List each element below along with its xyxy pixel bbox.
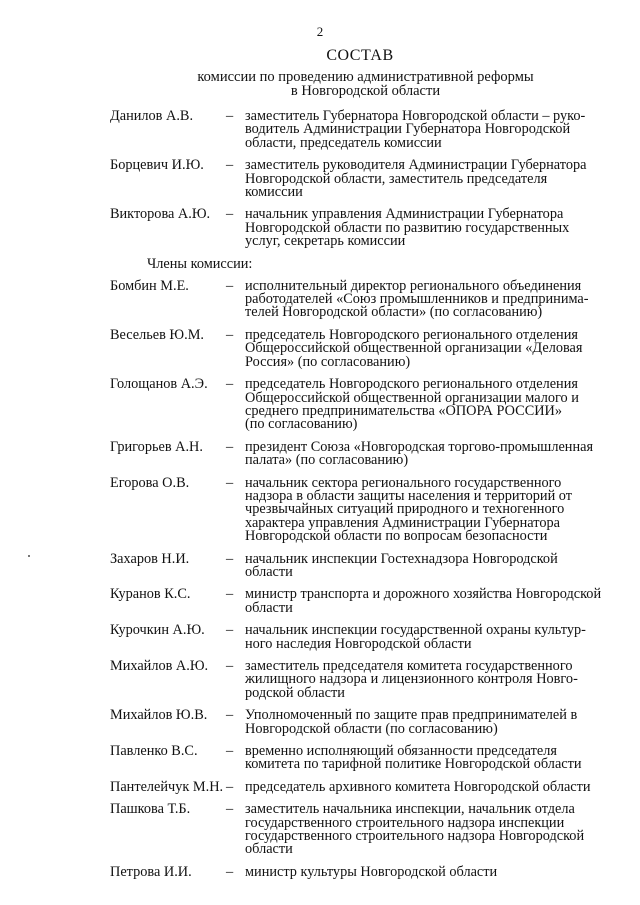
position-line: председатель архивного комитета Новгородской области [245,778,591,795]
member-name: Викторова А.Ю. [110,206,211,223]
position-line: среднего предпринимательства «ОПОРА РОССИИ» [245,402,563,419]
member-position [245,438,615,469]
document-subtitle [183,70,548,98]
position-line: надзора в области защиты населения и территорий от [245,487,572,504]
position-line: президент Союза «Новгородская торгово-промышленная [245,438,594,455]
dash-separator: – [226,326,234,343]
dash-separator: – [226,801,234,818]
position-line: области [245,841,293,858]
member-position [245,277,615,321]
position-line: комиссии [245,184,303,201]
position-line: государственного строительного надзора инспекции [245,814,565,831]
position-line: временно исполняющий обязанности председателя [245,743,557,760]
position-line: Общероссийской общественной организации малого и [245,389,579,406]
position-line: Уполномоченный по защите прав предпринимателей в [245,707,578,724]
member-name: Захаров Н.И. [110,550,190,567]
document-title: СОСТАВ [326,47,394,64]
commission-entry [110,110,615,150]
position-line: начальник сектора регионального государственного [245,474,562,491]
dash-separator: – [226,743,234,760]
member-name: Весельев Ю.М. [110,326,204,343]
commission-list [110,110,615,888]
member-name: Голощанов А.Э. [110,376,208,393]
commission-entry [110,660,615,700]
member-name: Григорьев А.Н. [110,438,203,455]
commission-entry [110,208,615,248]
position-line: начальник инспекции Гостехнадзора Новгородской [245,550,558,567]
dash-separator: – [226,778,234,795]
member-name: Бомбин М.Е. [110,277,189,294]
position-line: государственного строительного надзора Новгородской [245,828,585,845]
position-line: заместитель руководителя Администрации Губернатора [245,157,587,174]
dash-separator: – [226,206,234,223]
scan-speck [28,555,30,557]
dash-separator: – [226,474,234,491]
dash-separator: – [226,157,234,174]
position-line: (по согласованию) [245,416,358,433]
member-position [245,660,615,700]
position-line: области [245,599,293,616]
commission-entry [110,624,615,651]
member-name: Куранов К.С. [110,586,191,603]
subtitle-line: комиссии по проведению административной реформы [197,69,534,85]
dash-separator: – [226,108,234,124]
position-line: начальник инспекции государственной охраны культур- [245,622,586,639]
commission-entry [110,378,615,432]
commission-entry [110,277,615,321]
position-line: Общероссийской общественной организации «Деловая [245,340,583,357]
member-position [245,588,615,615]
dash-separator: – [226,586,234,603]
position-line: Новгородской области по развитию государственных [245,219,570,236]
position-line: телей Новгородской области» (по согласованию) [245,304,543,321]
position-line: работодателей «Союз промышленников и предпринима- [245,291,589,308]
position-line: ного наследия Новгородской области [245,635,472,652]
position-line: палата» (по согласованию) [245,452,409,469]
position-line: услуг, секретарь комиссии [245,233,406,250]
member-name: Пантелейчук М.Н. [110,778,224,795]
member-position [245,550,615,580]
dash-separator: – [226,863,234,880]
commission-entry [110,778,615,795]
commission-entry [110,863,615,880]
dash-separator: – [226,707,234,724]
position-line: жилищного надзора и лицензионного контроля Новго- [245,671,578,688]
dash-separator: – [226,438,234,455]
member-name: Пашкова Т.Б. [110,801,191,818]
commission-entry [110,159,615,199]
member-position [245,709,615,736]
member-position [245,159,615,199]
position-line: заместитель Губернатора Новгородской области – руко- [245,108,586,124]
commission-entry [110,438,615,469]
dash-separator: – [226,550,234,567]
position-line: председатель Новгородского регионального отделения [245,326,578,343]
position-line: министр культуры Новгородской области [245,863,498,880]
position-line: области [245,563,293,580]
dash-separator: – [226,622,234,639]
dash-separator: – [226,277,234,294]
position-line: родской области [245,684,345,701]
position-line: начальник управления Администрации Губернатора [245,206,564,223]
position-line: характера управления Администрации Губернатора [245,514,560,531]
position-line: комитета по тарифной политике Новгородской области [245,756,582,773]
member-position [245,474,615,545]
commission-entry [110,803,615,857]
member-name: Егорова О.В. [110,474,190,491]
position-line: водитель Администрации Губернатора Новгородской [245,121,571,138]
position-line: председатель Новгородского регионального отделения [245,376,578,393]
member-position [245,863,615,880]
dash-separator: – [226,658,234,674]
position-line: Новгородской области, заместитель председателя [245,170,548,187]
commission-entry [110,588,615,615]
position-line: заместитель председателя комитета государственного [245,658,573,674]
member-name: Борцевич И.Ю. [110,157,204,174]
page-number: 2 [316,24,324,39]
member-name: Данилов А.В. [110,108,194,124]
member-name: Павленко В.С. [110,743,198,760]
member-position [245,778,615,795]
position-line: Новгородской области (по согласованию) [245,720,498,737]
member-position [245,624,615,651]
position-line: заместитель начальника инспекции, начальник отдела [245,801,575,818]
position-line: министр транспорта и дорожного хозяйства Новгородской [245,586,602,603]
position-line: Новгородской области по вопросам безопасности [245,528,548,545]
commission-entry [110,474,615,545]
commission-entry [110,745,615,772]
member-name: Курочкин А.Ю. [110,622,205,639]
member-position [245,745,615,772]
member-position [245,803,615,857]
position-line: исполнительный директор регионального объединения [245,277,582,294]
members-heading: Члены комиссии: [147,255,253,272]
member-position [245,326,615,370]
commission-entry [110,550,615,580]
commission-entry [110,709,615,736]
subtitle-line: в Новгородской области [290,83,441,99]
dash-separator: – [226,376,234,393]
member-name: Петрова И.И. [110,863,192,880]
position-line: чрезвычайных ситуаций природного и техногенного [245,501,565,518]
position-line: Россия» (по согласованию) [245,353,411,370]
member-position [245,208,615,248]
position-line: области, председатель комиссии [245,134,442,151]
commission-entry [110,326,615,370]
member-position [245,110,615,150]
member-name: Михайлов Ю.В. [110,707,208,724]
member-name: Михайлов А.Ю. [110,658,209,674]
member-position [245,378,615,432]
